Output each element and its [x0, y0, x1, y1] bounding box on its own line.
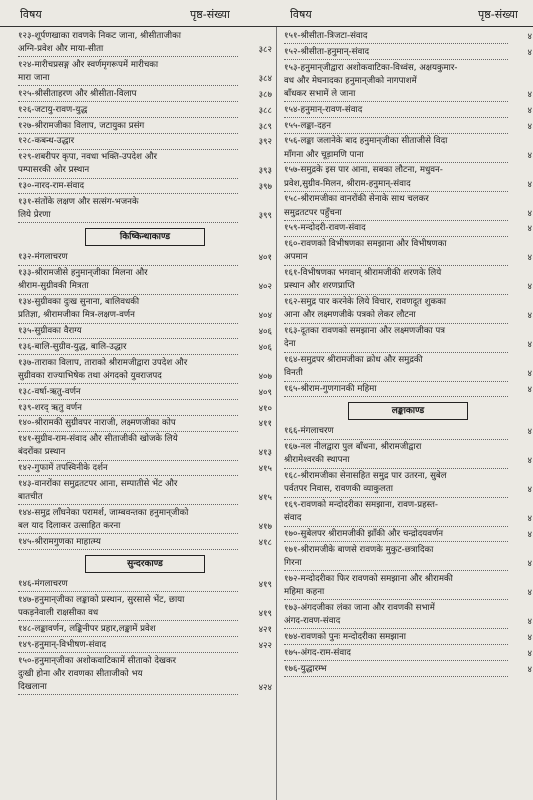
toc-page-number: ४ — [527, 427, 532, 438]
toc-page-number: ४२२ — [258, 640, 272, 651]
toc-entry[interactable] — [284, 267, 532, 294]
toc-entry[interactable] — [18, 267, 272, 294]
toc-entry[interactable] — [284, 663, 532, 677]
toc-entry-text: १२६-जटायु-रावण-युद्ध — [18, 104, 238, 118]
toc-entry-text: १२८-कबन्ध-उद्धार — [18, 135, 238, 149]
toc-entry[interactable] — [284, 602, 532, 629]
header-pagenum-right: पृष्ठ-संख्या — [478, 8, 518, 21]
toc-entry-text: १६२-समुद्र पार करनेके लिये विचार, रावणदूत शुकका — [284, 297, 446, 308]
toc-entry-text: १४३-वानरोंका समुद्रतटपर आना, सम्पातीसे भेंट और — [18, 478, 178, 489]
toc-entry-text: अग्नि-प्रवेश और माया-सीता — [18, 43, 238, 57]
toc-entry[interactable] — [18, 433, 272, 460]
toc-entry[interactable] — [18, 196, 272, 223]
toc-entry[interactable] — [284, 30, 532, 44]
toc-entry[interactable] — [18, 402, 272, 416]
toc-entry[interactable] — [18, 478, 272, 505]
toc-entry[interactable] — [18, 296, 272, 323]
toc-entry[interactable] — [284, 499, 532, 526]
toc-entry-text: श्रीराम-सुग्रीवकी मित्रता — [18, 280, 238, 294]
toc-entry[interactable] — [18, 639, 272, 653]
toc-page-number: ४ — [527, 121, 532, 132]
toc-entry-text: १४१-सुग्रीव-राम-संवाद और सीताजीकी खोजके लिये — [18, 434, 178, 445]
toc-page-number: ३८७ — [258, 90, 272, 100]
toc-entry-text: १३०-नारद-राम-संवाद — [18, 180, 238, 194]
toc-entry-text: बाँधकर सभामें ले जाना — [284, 88, 508, 102]
toc-entry[interactable] — [18, 325, 272, 339]
toc-page-number: ४१८ — [258, 537, 272, 548]
toc-entry-text: अंगद-रावण-संवाद — [284, 615, 508, 629]
toc-entry-text: १४६-मंगलाचरण — [18, 578, 238, 592]
column-divider — [276, 27, 277, 800]
toc-page-number: ४२१ — [258, 624, 272, 635]
toc-entry-text: पम्पासरकी ओर प्रस्थान — [18, 164, 238, 178]
toc-entry-text: १६६-मंगलाचरण — [284, 425, 508, 439]
header-subject-left: विषय — [20, 8, 42, 21]
toc-page-number: ४१३ — [258, 448, 272, 459]
section-heading: सुन्दरकाण्ड — [85, 555, 205, 573]
toc-entry-text: १७०-सुबेलपर श्रीरामजीकी झाँकी और चन्द्रोदयवर्णन — [284, 528, 508, 542]
toc-entry[interactable] — [284, 46, 532, 60]
toc-entry-text: १७२-मन्दोदरीका फिर रावणको समझाना और श्रीरामकी — [284, 573, 453, 584]
toc-entry-text: महिमा कहना — [284, 586, 508, 600]
toc-entry-text: १२३-शूर्पणखाका रावणके निकट जाना, श्रीसीताजीका — [18, 31, 181, 41]
toc-entry[interactable] — [284, 325, 532, 352]
toc-entry-text: प्रस्थान और शरणप्राप्ति — [284, 280, 508, 294]
toc-entry-text: दुःखी होना और रावणका सीताजीको भय — [18, 668, 143, 679]
toc-entry-text: १४८-लङ्कावर्णन, लङ्किनीपर प्रहार,लङ्कामें प्रवेश — [18, 623, 238, 637]
toc-entry-text: १७३-अंगदजीका लंका जाना और रावणकी सभामें — [284, 602, 435, 613]
toc-entry[interactable] — [18, 180, 272, 194]
toc-entry-text: १३२-मंगलाचरण — [18, 251, 238, 265]
toc-entry[interactable] — [284, 528, 532, 542]
toc-entry[interactable] — [18, 357, 272, 384]
toc-entry-text: १६७-नल नीलद्वारा पुल बाँधना, श्रीरामजीद्वारा — [284, 442, 422, 453]
toc-entry[interactable] — [18, 104, 272, 118]
toc-page-number: ४ — [527, 632, 532, 643]
toc-page-number: ३९२ — [258, 137, 272, 148]
toc-left-column — [18, 30, 272, 800]
toc-entry[interactable] — [284, 193, 532, 220]
toc-page-number: ४ — [527, 514, 532, 525]
toc-entry[interactable] — [18, 386, 272, 400]
toc-entry[interactable] — [284, 470, 532, 497]
toc-page-number: ४ — [527, 224, 532, 235]
toc-entry-text: सुग्रीवका राज्याभिषेक तथा अंगदको युवराजपद — [18, 370, 238, 384]
toc-entry-text: १६१-विभीषणका भगवान् श्रीरामजीकी शरणके लिये — [284, 268, 442, 279]
toc-page-number: ४०२ — [258, 282, 272, 293]
toc-page-number: ४ — [527, 485, 532, 496]
toc-page-number: ४०६ — [258, 342, 272, 353]
toc-entry-text: १३१-संतोंके लक्षण और सत्संग-भजनके — [18, 196, 139, 207]
toc-entry-text: १३४-सुग्रीवका दुःख सुनाना, बालिवधकी — [18, 297, 140, 308]
toc-entry-text: विनती — [284, 367, 508, 381]
toc-entry[interactable] — [18, 120, 272, 134]
toc-entry[interactable] — [18, 507, 272, 534]
toc-entry-text: १३३-श्रीरामजीसे हनुमान्‌जीका मिलना और — [18, 268, 148, 279]
toc-page-number: ४१५ — [258, 464, 272, 475]
toc-entry-text: १३५-सुग्रीवका वैराग्य — [18, 325, 238, 339]
toc-page-number: ४०६ — [258, 327, 272, 338]
toc-entry-text: प्रतिज्ञा, श्रीरामजीका मित्र-लक्षण-वर्णन — [18, 309, 238, 323]
toc-page-number: ४१७ — [258, 522, 272, 533]
toc-entry-text: संवाद — [284, 512, 508, 526]
toc-entry-text: १४९-हनुमान्-विभीषण-संवाद — [18, 639, 238, 653]
toc-page-number: ३९९ — [258, 211, 272, 222]
toc-entry[interactable] — [284, 238, 532, 265]
toc-page-number: ४०४ — [258, 311, 272, 322]
toc-entry-text: १३९-शरद् ऋतु वर्णन — [18, 402, 238, 416]
toc-page-number: ४ — [527, 664, 532, 675]
toc-entry-text: पकड़नेवाली राक्षसीका वध — [18, 607, 238, 621]
toc-page-number: ४१९ — [258, 580, 272, 591]
section-heading: किष्किन्धाकाण्ड — [85, 228, 205, 246]
toc-entry[interactable] — [284, 383, 532, 397]
toc-entry[interactable] — [284, 222, 532, 236]
toc-page-number: ४ — [527, 90, 532, 100]
toc-page-number: ४ — [527, 340, 532, 351]
toc-entry-text: बातचीत — [18, 491, 238, 505]
toc-entry-text: बल याद दिलाकर उत्साहित करना — [18, 520, 238, 534]
toc-page-number: ४ — [527, 32, 532, 42]
toc-page-number: ४ — [527, 530, 532, 541]
toc-entry[interactable] — [18, 462, 272, 476]
toc-entry-text: १२५-श्रीसीताहरण और श्रीसीता-विलाप — [18, 88, 238, 102]
toc-page-number: ४ — [527, 105, 532, 116]
toc-entry[interactable] — [284, 425, 532, 439]
toc-entry[interactable] — [18, 88, 272, 102]
toc-entry[interactable] — [18, 536, 272, 550]
toc-page-number: ४१५ — [258, 493, 272, 504]
toc-entry-text: १७४-रावणको पुनः मन्दोदरीका समझाना — [284, 631, 508, 645]
toc-page-number: ४१९ — [258, 609, 272, 620]
toc-page-number: ४ — [527, 253, 532, 264]
toc-page-number: ४ — [527, 559, 532, 570]
toc-entry[interactable] — [284, 573, 532, 600]
toc-entry-text: वध और मेघनादका हनुमान्‌जीको नागपाशमें — [284, 75, 417, 86]
toc-entry-text: १७१-श्रीरामजीके बाणसे रावणके मुकुट-छत्रादिका — [284, 544, 434, 555]
toc-entry[interactable] — [284, 441, 532, 468]
toc-page-number: ४०७ — [258, 371, 272, 382]
toc-entry-text: १६५-श्रीराम-गुणगानकी महिमा — [284, 383, 508, 397]
toc-page-number: ४ — [527, 150, 532, 161]
toc-entry-text: गिरना — [284, 557, 508, 571]
toc-page-number: ४०१ — [258, 253, 272, 264]
toc-entry-text: १६४-समुद्रपर श्रीरामजीका क्रोध और समुद्रकी — [284, 355, 423, 366]
toc-entry-text: १६९-रावणको मन्दोदरीका समझाना, रावण-प्रहस्त- — [284, 500, 439, 511]
toc-entry-text: श्रीरामेश्वरकी स्थापना — [284, 454, 508, 468]
toc-entry-text: माँगना और चूड़ामणि पाना — [284, 149, 508, 163]
section-heading: लङ्काकाण्ड — [348, 402, 468, 420]
toc-entry-text: १६८-श्रीरामजीका सेनासहित समुद्र पार उतरना, सुबेल — [284, 471, 447, 482]
toc-page-number: ४ — [527, 588, 532, 599]
toc-entry-text: १३८-वर्षा-ऋतु-वर्णन — [18, 386, 238, 400]
toc-entry[interactable] — [284, 544, 532, 571]
toc-page-number: ४ — [527, 456, 532, 467]
toc-page-number: ४१० — [258, 403, 272, 414]
toc-entry-text: लिये प्रेरणा — [18, 209, 238, 223]
toc-entry[interactable] — [18, 341, 272, 355]
toc-entry[interactable] — [284, 164, 532, 191]
toc-entry[interactable] — [18, 417, 272, 431]
toc-page-number: ३८८ — [258, 105, 272, 116]
toc-entry[interactable] — [18, 578, 272, 592]
toc-entry-text: १७५-अंगद-राम-संवाद — [284, 647, 508, 661]
toc-entry[interactable] — [18, 251, 272, 265]
toc-page-number: ४११ — [258, 419, 272, 430]
toc-page-number: ४ — [527, 311, 532, 322]
toc-page-number: ४ — [527, 282, 532, 293]
toc-entry-text: १६३-दूतका रावणको समझाना और लक्ष्मणजीका पत्र — [284, 326, 446, 337]
toc-entry-text: १५२-श्रीसीता-हनुमान्-संवाद — [284, 46, 508, 60]
toc-page-number: ३९७ — [258, 182, 272, 193]
toc-entry-text: १२४-मारीचप्रसङ्ग और स्वर्णमृगरूपमें मारीचका — [18, 60, 159, 70]
toc-entry-text: १६०-रावणको विभीषणका समझाना और विभीषणका — [284, 239, 447, 250]
toc-entry-text: १२७-श्रीरामजीका विलाप, जटायुका प्रसंग — [18, 120, 238, 134]
toc-entry-text: १३६-बालि-सुग्रीव-युद्ध, बालि-उद्धार — [18, 341, 238, 355]
toc-page-number: ३८२ — [258, 45, 272, 56]
toc-entry[interactable] — [284, 354, 532, 381]
toc-page-number: ४ — [527, 179, 532, 190]
page-header — [0, 0, 533, 27]
toc-entry-text: १४४-समुद्र लाँघनेका परामर्श, जाम्बवन्तका हनुमान्‌जीको — [18, 507, 189, 518]
toc-entry-text: देना — [284, 338, 508, 352]
toc-page-number: ४२४ — [258, 682, 272, 693]
toc-entry-text: १५४-हनुमान्-रावण-संवाद — [284, 104, 508, 118]
toc-page-number: ४०९ — [258, 387, 272, 398]
toc-entry-text: पर्वतपर निवास, रावणकी व्याकुलता — [284, 483, 508, 497]
toc-entry-text: १५०-हनुमान्‌जीका अशोकवाटिकामें सीताको देखकर — [18, 655, 177, 666]
toc-entry[interactable] — [284, 120, 532, 134]
toc-entry[interactable] — [284, 296, 532, 323]
header-pagenum-left: पृष्ठ-संख्या — [190, 8, 230, 21]
toc-page-number: ४ — [527, 648, 532, 659]
toc-right-column — [284, 30, 532, 800]
toc-entry-text: १७६-युद्धारम्भ — [284, 663, 508, 677]
toc-entry-text: १५३-हनुमान्‌जीद्वारा अशोकवाटिका-विध्वंस, अक्षयकुमार- — [284, 62, 458, 73]
toc-entry-text: बंदरोंका प्रस्थान — [18, 446, 238, 460]
toc-page-number: ४ — [527, 208, 532, 219]
toc-page-number: ३८४ — [258, 74, 272, 85]
toc-page-number: ३८९ — [258, 121, 272, 132]
toc-entry-text: १४२-गुफामें तपस्विनीके दर्शन — [18, 462, 238, 476]
toc-page-number: ४ — [527, 617, 532, 628]
toc-page-number: ४ — [527, 385, 532, 396]
toc-entry[interactable] — [284, 62, 532, 103]
toc-entry-text: १२९-शबरीपर कृपा, नवधा भक्ति-उपदेश और — [18, 152, 157, 163]
toc-entry[interactable] — [18, 594, 272, 621]
toc-entry-text: मारा जाना — [18, 72, 238, 86]
toc-entry-text: १४५-श्रीरामगुणका माहात्म्य — [18, 536, 238, 550]
toc-entry[interactable] — [284, 135, 532, 162]
header-subject-right: विषय — [290, 8, 312, 21]
toc-entry-text: प्रवेश,सुग्रीव-मिलन, श्रीराम-हनुमान्-संवाद — [284, 178, 508, 192]
toc-entry[interactable] — [18, 623, 272, 637]
toc-entry-text: १४०-श्रीरामकी सुग्रीवपर नाराजी, लक्ष्मणजीका कोप — [18, 417, 238, 431]
toc-entry-text: १५९-मन्दोदरी-रावण-संवाद — [284, 222, 508, 236]
toc-entry-text: १५७-समुद्रके इस पार आना, सबका लौटना, मधुवन- — [284, 165, 443, 176]
toc-entry[interactable] — [18, 151, 272, 178]
toc-entry[interactable] — [18, 59, 272, 86]
toc-entry[interactable] — [284, 647, 532, 661]
toc-page-number: ४ — [527, 369, 532, 380]
toc-entry-text: १३७-ताराका विलाप, ताराको श्रीरामजीद्वारा उपदेश और — [18, 357, 188, 368]
toc-entry[interactable] — [284, 104, 532, 118]
toc-entry-text: १५६-लङ्का जलानेके बाद हनुमान्‌जीका सीताजीसे विदा — [284, 136, 448, 147]
toc-entry-text: दिखलाना — [18, 681, 238, 695]
toc-entry[interactable] — [18, 30, 272, 57]
toc-entry[interactable] — [18, 135, 272, 149]
toc-entry-text: समुद्रतटपर पहुँचना — [284, 207, 508, 221]
toc-entry-text: आना और लक्ष्मणजीके पत्रको लेकर लौटना — [284, 309, 508, 323]
toc-entry-text: १५८-श्रीरामजीका वानरोंकी सेनाके साथ चलकर — [284, 194, 429, 205]
toc-entry-text: १४७-हनुमान्‌जीका लङ्काको प्रस्थान, सुरसासे भेंट, छाया — [18, 594, 185, 605]
toc-entry-text: अपमान — [284, 251, 508, 265]
toc-entry[interactable] — [284, 631, 532, 645]
toc-page-number: ३९३ — [258, 166, 272, 177]
toc-entry-text: १५१-श्रीसीता-त्रिजटा-संवाद — [284, 30, 508, 44]
toc-entry[interactable] — [18, 655, 272, 696]
toc-entry-text: १५५-लङ्का-दहन — [284, 120, 508, 134]
toc-page-number: ४ — [527, 47, 532, 58]
